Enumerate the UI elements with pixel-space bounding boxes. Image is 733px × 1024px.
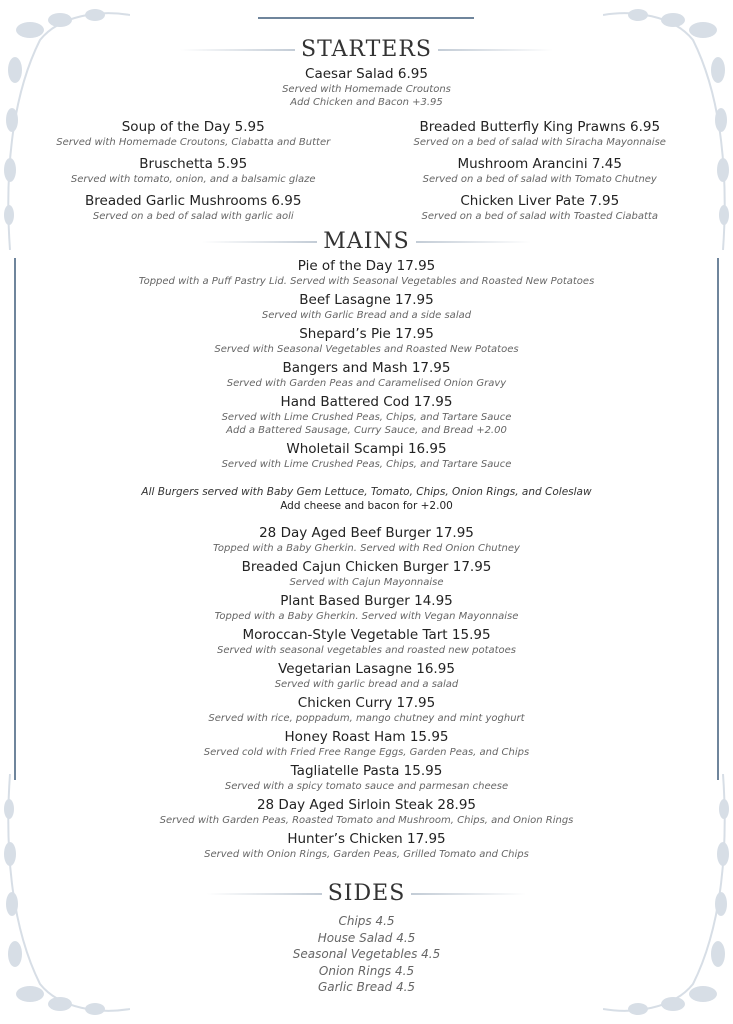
- item-desc: Served cold with Fried Free Range Eggs, Garden Peas, and Chips: [203, 747, 530, 758]
- item-desc: Served with Garlic Bread and a side salad: [261, 310, 472, 321]
- item-desc: Served with Garden Peas and Caramelised Onion Gravy: [226, 378, 507, 389]
- item-title: Bangers and Mash 17.95: [282, 360, 451, 376]
- item-title: Breaded Garlic Mushrooms 6.95: [85, 193, 302, 209]
- menu-item: [0, 763, 733, 793]
- sides-heading: [0, 881, 733, 906]
- item-title: 28 Day Aged Sirloin Steak 28.95: [256, 797, 477, 813]
- starters-heading: [0, 37, 733, 62]
- menu-item: [0, 258, 733, 288]
- menu-item: [0, 394, 733, 437]
- menu-item: [377, 156, 704, 186]
- menu-item: [0, 729, 733, 759]
- side-item-text: Onion Rings 4.5: [318, 963, 415, 978]
- item-desc: Topped with a Baby Gherkin. Served with Red Onion Chutney: [213, 543, 520, 554]
- side-item-text: Seasonal Vegetables 4.5: [292, 947, 441, 961]
- item-desc: Served on a bed of salad with Siracha Mayonnaise: [413, 137, 666, 148]
- item-desc: Served on a bed of salad with garlic aoli: [92, 211, 294, 222]
- item-desc: Served with Lime Crushed Peas, Chips, and Tartare Sauce: [221, 412, 512, 423]
- item-desc: Served with rice, poppadum, mango chutney and mint yoghurt: [208, 713, 525, 724]
- item-title: Beef Lasagne 17.95: [299, 292, 434, 308]
- menu-item: [0, 593, 733, 623]
- item-desc: Add a Battered Sausage, Curry Sauce, and Bread +2.00: [226, 425, 507, 436]
- item-desc: Served with Homemade Croutons, Ciabatta and Butter: [56, 137, 331, 148]
- item-desc: Served with Seasonal Vegetables and Roasted New Potatoes: [214, 344, 519, 355]
- item-title: Breaded Butterfly King Prawns 6.95: [419, 119, 661, 135]
- item-title: Honey Roast Ham 15.95: [284, 729, 449, 745]
- menu-item: [30, 156, 357, 186]
- menu-item: [30, 193, 357, 223]
- item-desc: Served on a bed of salad with Tomato Chutney: [422, 174, 657, 185]
- item-desc: Served with seasonal vegetables and roasted new potatoes: [216, 645, 517, 656]
- menu-item: [0, 559, 733, 589]
- side-item-text: Garlic Bread 4.5: [317, 980, 416, 994]
- item-title: Hunter’s Chicken 17.95: [287, 831, 446, 847]
- item-title: Moroccan-Style Vegetable Tart 15.95: [242, 627, 491, 643]
- sides-list: [0, 913, 733, 996]
- item-desc: Served with Homemade Croutons: [282, 84, 451, 95]
- menu-item: [0, 661, 733, 691]
- side-item: [0, 913, 733, 930]
- item-title: Plant Based Burger 14.95: [280, 593, 453, 609]
- item-desc: Topped with a Puff Pastry Lid. Served with Seasonal Vegetables and Roasted New Potatoes: [138, 276, 595, 287]
- item-desc: Served with garlic bread and a salad: [274, 679, 459, 690]
- starters-grid: [30, 119, 703, 223]
- menu-item: [0, 326, 733, 356]
- item-title: Caesar Salad 6.95: [305, 66, 428, 82]
- item-title: Shepard’s Pie 17.95: [299, 326, 434, 342]
- item-title: Bruschetta 5.95: [139, 156, 248, 172]
- menu-item: [0, 525, 733, 555]
- item-desc: Served on a bed of salad with Toasted Ciabatta: [421, 211, 658, 222]
- side-item: [0, 963, 733, 980]
- burger-note: [0, 485, 733, 513]
- menu-item: [0, 292, 733, 322]
- item-desc: Served with Garden Peas, Roasted Tomato and Mushroom, Chips, and Onion Rings: [159, 815, 574, 826]
- burger-addon-text: Add cheese and bacon for +2.00: [280, 500, 453, 512]
- item-desc: Topped with a Baby Gherkin. Served with Vegan Mayonnaise: [214, 611, 519, 622]
- item-desc: Served with Cajun Mayonnaise: [289, 577, 444, 588]
- item-title: Breaded Cajun Chicken Burger 17.95: [241, 559, 492, 575]
- menu-item: [377, 119, 704, 149]
- mains-heading: [0, 229, 733, 254]
- featured-starter: [0, 66, 733, 109]
- mains-heading-text: MAINS: [323, 229, 410, 254]
- side-item: [0, 930, 733, 947]
- menu-item: [0, 360, 733, 390]
- side-item: [0, 946, 733, 963]
- menu-item: [0, 797, 733, 827]
- item-desc: Served with a spicy tomato sauce and parmesan cheese: [224, 781, 509, 792]
- menu-item: [0, 831, 733, 861]
- item-title: Wholetail Scampi 16.95: [286, 441, 447, 457]
- menu-item: [30, 119, 357, 149]
- starters-heading-text: STARTERS: [301, 37, 432, 62]
- burger-note-text: All Burgers served with Baby Gem Lettuce, Tomato, Chips, Onion Rings, and Coleslaw: [141, 486, 592, 498]
- item-desc: Served with tomato, onion, and a balsamic glaze: [70, 174, 316, 185]
- menu-item: [377, 193, 704, 223]
- item-title: Mushroom Arancini 7.45: [457, 156, 622, 172]
- item-title: Tagliatelle Pasta 15.95: [290, 763, 443, 779]
- menu-item: [0, 627, 733, 657]
- menu-item: [0, 441, 733, 471]
- mains-list: [0, 258, 733, 865]
- item-desc: Add Chicken and Bacon +3.95: [290, 97, 443, 108]
- item-desc: Served with Onion Rings, Garden Peas, Grilled Tomato and Chips: [204, 849, 529, 860]
- item-desc: Served with Lime Crushed Peas, Chips, and Tartare Sauce: [221, 459, 512, 470]
- item-title: 28 Day Aged Beef Burger 17.95: [259, 525, 474, 541]
- side-item-text: Chips 4.5: [338, 914, 395, 928]
- item-title: Soup of the Day 5.95: [121, 119, 265, 135]
- item-title: Pie of the Day 17.95: [297, 258, 436, 274]
- side-item: [0, 979, 733, 996]
- side-item-text: House Salad 4.5: [317, 930, 416, 945]
- item-title: Vegetarian Lasagne 16.95: [278, 661, 455, 677]
- top-divider: [258, 17, 474, 19]
- sides-heading-text: SIDES: [327, 881, 406, 906]
- item-title: Chicken Curry 17.95: [297, 695, 436, 711]
- menu-item: [0, 695, 733, 725]
- item-title: Hand Battered Cod 17.95: [280, 394, 453, 410]
- item-title: Chicken Liver Pate 7.95: [460, 193, 620, 209]
